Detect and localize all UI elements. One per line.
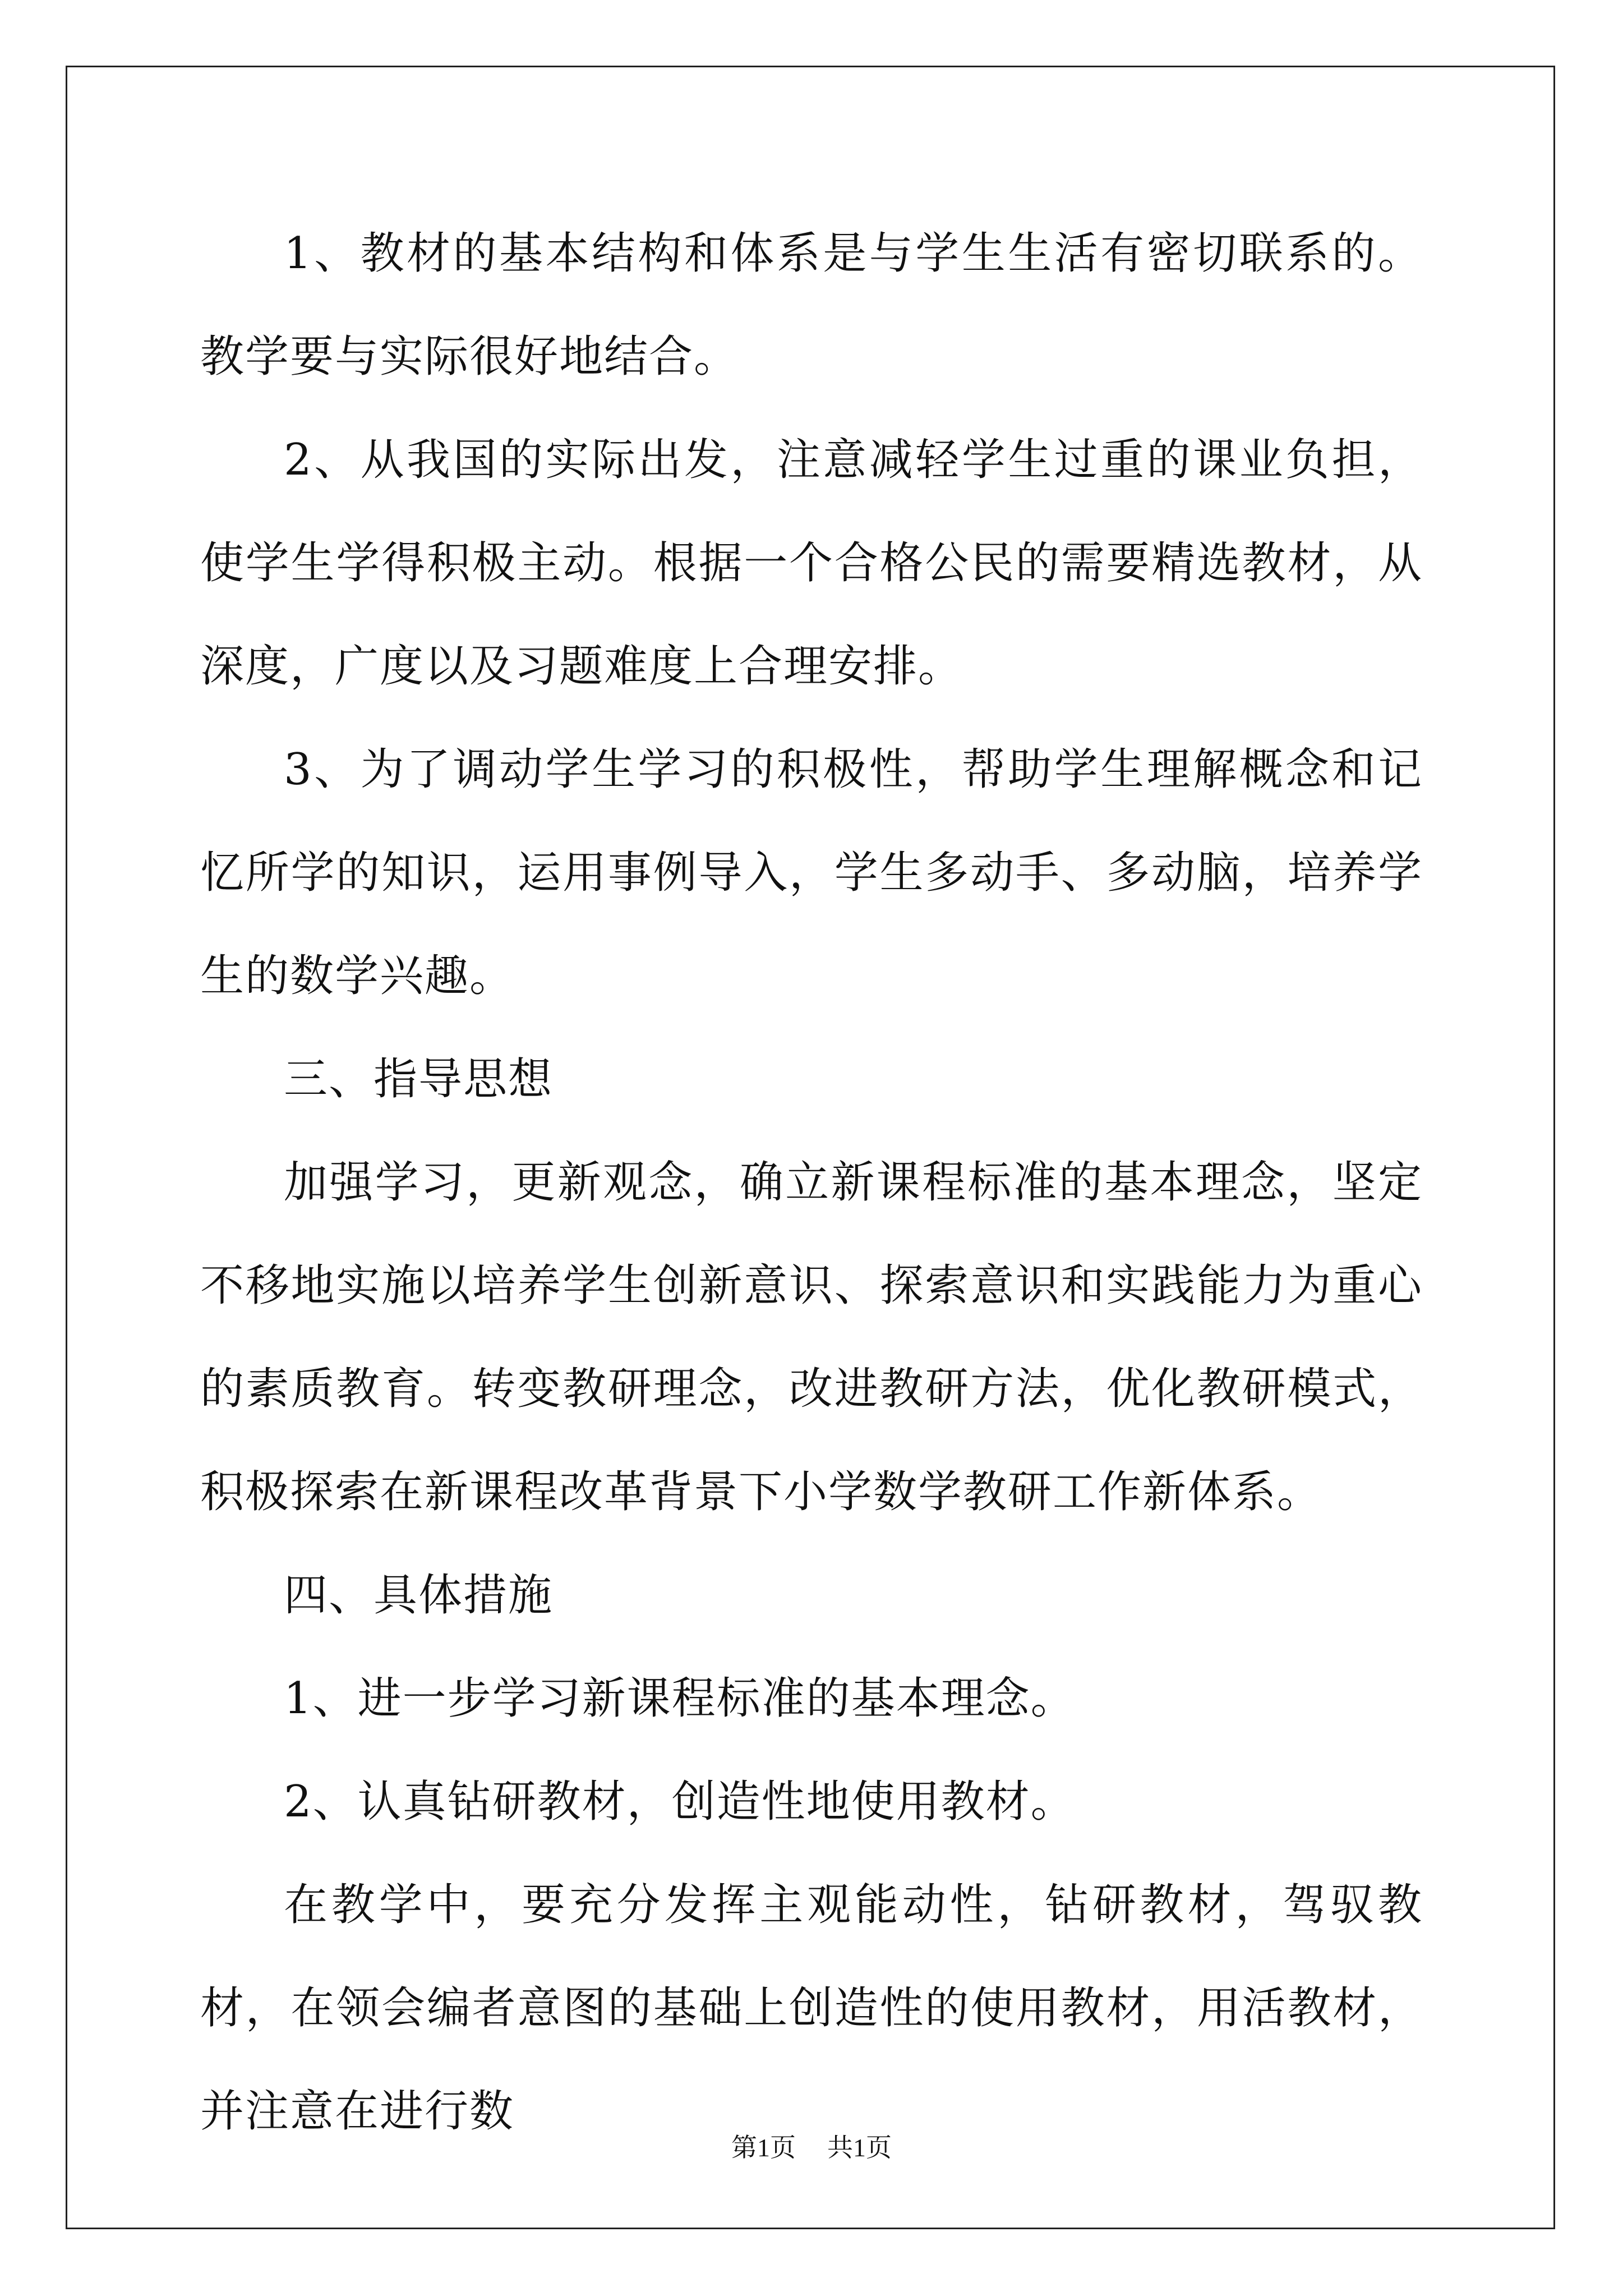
paragraph-1: 1、教材的基本结构和体系是与学生生活有密切联系的。教学要与实际很好地结合。 (200, 228, 1423, 382)
page-footer (0, 2127, 1623, 2164)
paragraph-teaching: 在教学中，要充分发挥主观能动性，钻研教材，驾驭教材，在领会编者意图的基础上创造性的使用教材，用活教材，并注意在进行数 (200, 1880, 1423, 2137)
measure-item-2: 2、认真钻研教材，创造性地使用教材。 (284, 1777, 1076, 1827)
paragraph-2: 2、从我国的实际出发，注意减轻学生过重的课业负担，使学生学得积极主动。根据一个合格公民的需要精选教材，从深度，广度以及习题难度上合理安排。 (200, 435, 1423, 692)
paragraph-3: 3、为了调动学生学习的积极性，帮助学生理解概念和记忆所学的知识，运用事例导入，学生多动手、多动脑，培养学生的数学兴趣。 (200, 744, 1423, 1001)
page-number: 第1页 (731, 2133, 796, 2162)
page-total: 共1页 (827, 2133, 892, 2162)
section-heading-measures: 四、具体措施 (284, 1570, 554, 1621)
paragraph-guiding-thought: 加强学习，更新观念，确立新课程标准的基本理念，坚定不移地实施以培养学生创新意识、探索意识和实践能力为重心的素质教育。转变教研理念，改进教研方法，优化教研模式，积极探索在新课程改革背景下小学数学教研工作新体系。 (200, 1157, 1423, 1517)
section-heading-guiding-thought: 三、指导思想 (284, 1054, 554, 1105)
document-body (200, 202, 1423, 2163)
measure-item-1: 1、进一步学习新课程标准的基本理念。 (284, 1673, 1076, 1724)
